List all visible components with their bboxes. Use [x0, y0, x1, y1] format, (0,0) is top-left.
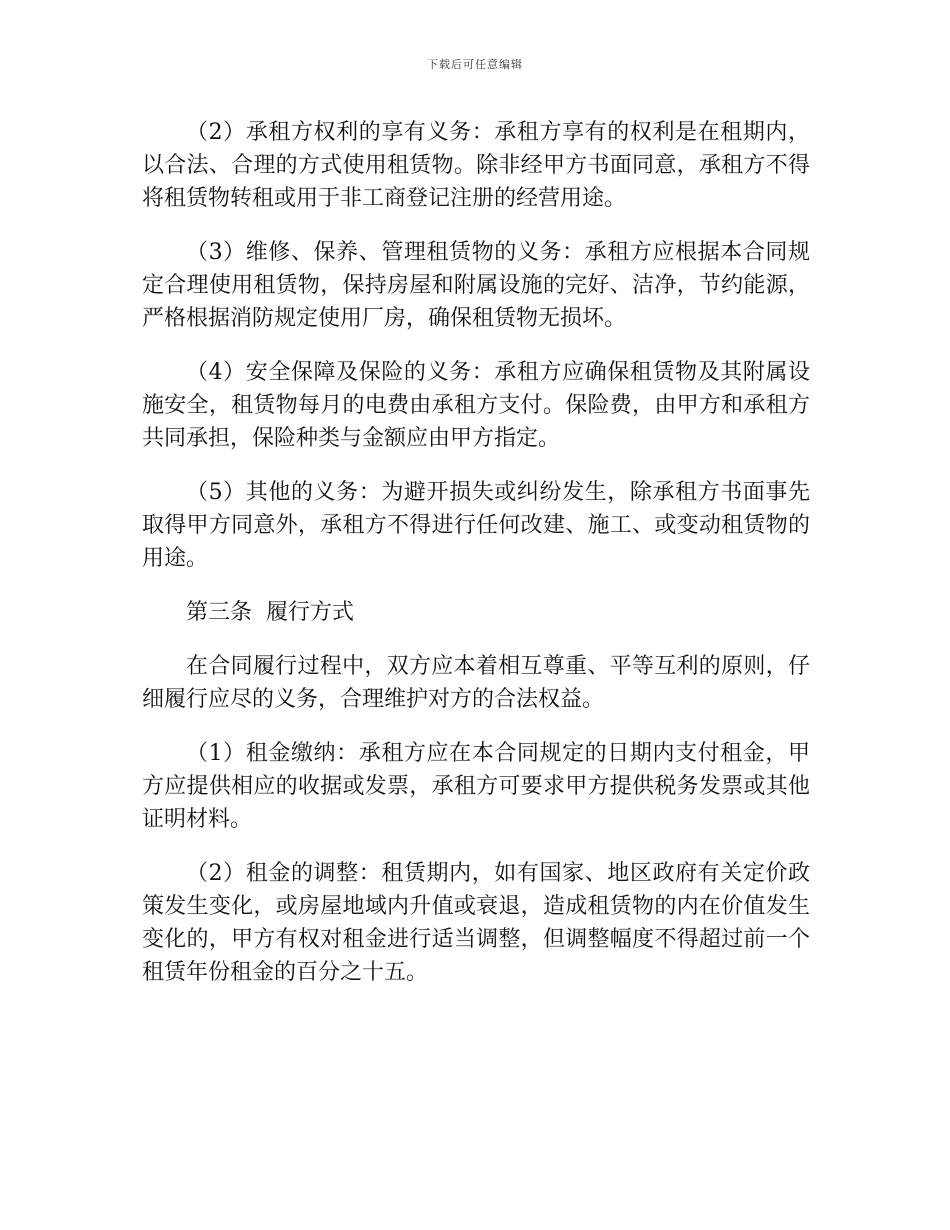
paragraph-lessee-rights: （2）承租方权利的享有义务：承租方享有的权利是在租期内，以合法、合理的方式使用租赁物。除非经甲方书面同意，承租方不得将租赁物转租或用于非工商登记注册的经营用途。 — [142, 120, 810, 211]
paragraph-rent-payment: （1）租金缴纳：承租方应在本合同规定的日期内支付租金，甲方应提供相应的收据或发票，承租方可要求甲方提供税务发票或其他证明材料。 — [142, 741, 810, 832]
page-header: 下载后可任意编辑 — [427, 58, 523, 71]
section-heading-article-3: 第三条 履行方式 — [186, 600, 354, 625]
paragraph-performance-principle: 在合同履行过程中，双方应本着相互尊重、平等互利的原则，仔细履行应尽的义务，合理维护对方的合法权益。 — [142, 654, 810, 712]
paragraph-other-duties: （5）其他的义务：为避开损失或纠纷发生，除承租方书面事先取得甲方同意外，承租方不得进行任何改建、施工、或变动租赁物的用途。 — [142, 480, 810, 571]
document-body — [142, 116, 810, 989]
paragraph-rent-adjustment: （2）租金的调整：租赁期内，如有国家、地区政府有关定价政策发生变化，或房屋地域内升值或衰退，造成租赁物的内在价值发生变化的，甲方有权对租金进行适当调整，但调整幅度不得超过前一个租赁年份租金的百分之十五。 — [142, 861, 810, 985]
paragraph-maintenance-duty: （3）维修、保养、管理租赁物的义务：承租方应根据本合同规定合理使用租赁物，保持房屋和附属设施的完好、洁净，节约能源，严格根据消防规定使用厂房，确保租赁物无损坏。 — [142, 240, 810, 331]
paragraph-safety-insurance: （4）安全保障及保险的义务：承租方应确保租赁物及其附属设施安全，租赁物每月的电费由承租方支付。保险费，由甲方和承租方共同承担，保险种类与金额应由甲方指定。 — [142, 360, 810, 451]
